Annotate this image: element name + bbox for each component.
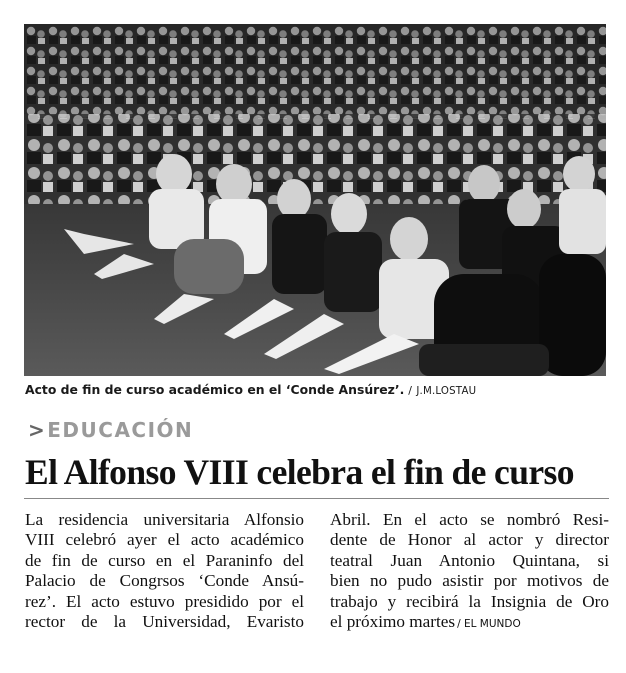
chevron-right-icon: >: [28, 418, 47, 442]
caption-separator: /: [408, 384, 413, 397]
body-line: trabajo y recibirá la Insignia de Oro: [330, 591, 609, 611]
body-line: teatral Juan Antonio Quintana, si: [330, 550, 609, 570]
body-line: Palacio de Congrsos ‘Conde Ansú-: [25, 571, 304, 591]
body-line: bien no pudo asistir por motivos de: [330, 571, 609, 591]
body-last-text: el próximo martes: [330, 612, 456, 632]
body-line: Abril. En el acto se nombró Resi-: [330, 510, 609, 529]
body-line: de fin de curso en el Paraninfo del: [25, 550, 304, 570]
caption-text: Acto de fin de curso académico en el ‘Conde Ansúrez’.: [25, 382, 405, 397]
divider: [24, 498, 609, 499]
body-line: La residencia universitaria Alfonsio: [25, 510, 304, 529]
section-title: EDUCACIÓN: [47, 418, 194, 442]
body-line: rector de la Universidad, Evaristo: [25, 612, 304, 632]
source-credit: / EL MUNDO: [457, 618, 521, 631]
body-line-last: [330, 612, 609, 634]
body-line: rez’. El acto estuvo presidido por el: [25, 591, 304, 611]
auditorium-photo: [24, 24, 606, 376]
photo-illustration: [24, 24, 606, 376]
body-line: dente de Honor al actor y director: [330, 530, 609, 550]
headline: El Alfonso VIII celebra el fin de curso: [25, 452, 574, 492]
photo-caption: [25, 382, 605, 397]
body-column-1: [25, 510, 304, 632]
photo-credit: J.M.LOSTAU: [416, 386, 477, 397]
section-label: [28, 418, 193, 442]
body-column-2: [330, 510, 609, 634]
body-line: VIII celebró ayer el acto académico: [25, 530, 304, 550]
